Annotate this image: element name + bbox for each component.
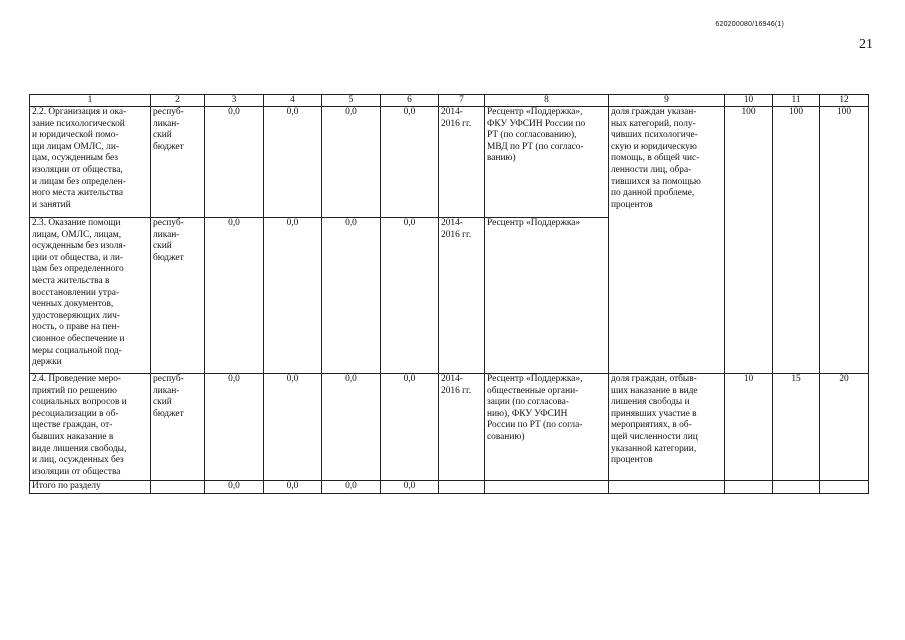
column-number: 11 (773, 95, 820, 107)
period-cell: 2014- 2016 гг. (439, 107, 485, 218)
indicator-cell: доля граждан, отбыв- ших наказание в виде лишения свободы и принявших участие в мероприятиях, в об- щей численности лиц указанной категории, процентов (609, 374, 725, 481)
column-number: 1 (30, 95, 151, 107)
value-cell: 0,0 (381, 107, 439, 218)
value-cell: 0,0 (264, 218, 322, 374)
document-id: 620200080/16946(1) (715, 21, 784, 28)
column-number: 2 (151, 95, 205, 107)
activity-cell: 2.3. Оказание помощи лицам, ОМЛС, лицам, осужденным без изоля- ции от общества, и ли- цам без определенного места жительства в восстановлении утра- ченных документов, удостоверяющих лич- ность, о праве на пен- сионное обеспечение и меры социальной под- держки (30, 218, 151, 374)
empty-cell (820, 481, 869, 494)
empty-cell (439, 481, 485, 494)
value-cell: 0,0 (205, 218, 264, 374)
column-number: 3 (205, 95, 264, 107)
value-cell: 0,0 (264, 374, 322, 481)
funding-source-cell: респуб- ликан- ский бюджет (151, 107, 205, 218)
total-value-cell: 0,0 (322, 481, 381, 494)
value-cell: 0,0 (322, 107, 381, 218)
column-number: 8 (485, 95, 609, 107)
empty-cell (151, 481, 205, 494)
empty-cell (609, 481, 725, 494)
value-cell: 0,0 (205, 107, 264, 218)
table-row (30, 374, 869, 481)
value-cell: 0,0 (381, 218, 439, 374)
target-value-cell: 10 (725, 374, 773, 481)
executors-cell: Ресцентр «Поддержка» (485, 218, 609, 374)
period-cell: 2014- 2016 гг. (439, 374, 485, 481)
column-number: 9 (609, 95, 725, 107)
target-value-cell: 100 (725, 107, 773, 374)
target-value-cell: 100 (773, 107, 820, 374)
total-label: Итого по разделу (30, 481, 151, 494)
value-cell: 0,0 (381, 374, 439, 481)
value-cell: 0,0 (205, 374, 264, 481)
target-value-cell: 15 (773, 374, 820, 481)
target-value-cell: 100 (820, 107, 869, 374)
value-cell: 0,0 (322, 374, 381, 481)
activity-cell: 2.4. Проведение меро- приятий по решению социальных вопросов и ресоциализации в об- ществе граждан, от- бывших наказание в виде лишения свободы, и лиц, осужденных без изоляции от общества (30, 374, 151, 481)
value-cell: 0,0 (264, 107, 322, 218)
column-number: 4 (264, 95, 322, 107)
column-number: 5 (322, 95, 381, 107)
empty-cell (485, 481, 609, 494)
total-row (30, 481, 869, 494)
page-number: 21 (859, 37, 873, 52)
empty-cell (725, 481, 773, 494)
activity-cell: 2.2. Организация и ока- зание психологической и юридической помо- щи лицам ОМЛС, ли- цам, осужденным без изоляции от общества, и лицам без определен- ного места жительства и занятий (30, 107, 151, 218)
empty-cell (773, 481, 820, 494)
funding-source-cell: респуб- ликан- ский бюджет (151, 374, 205, 481)
total-value-cell: 0,0 (205, 481, 264, 494)
funding-source-cell: респуб- ликан- ский бюджет (151, 218, 205, 374)
column-number: 6 (381, 95, 439, 107)
column-number: 10 (725, 95, 773, 107)
table-row (30, 107, 869, 218)
total-value-cell: 0,0 (381, 481, 439, 494)
column-number-row (30, 95, 869, 107)
target-value-cell: 20 (820, 374, 869, 481)
column-number: 12 (820, 95, 869, 107)
value-cell: 0,0 (322, 218, 381, 374)
executors-cell: Ресцентр «Поддержка», ФКУ УФСИН России по РТ (по согласованию), МВД по РТ (по согласо- ванию) (485, 107, 609, 218)
program-activities-table (29, 94, 869, 494)
total-value-cell: 0,0 (264, 481, 322, 494)
column-number: 7 (439, 95, 485, 107)
indicator-cell: доля граждан указан- ных категорий, полу- чивших психологиче- скую и юридическую помощь, в общей чис- ленности лиц, обра- тившихся за помощью по данной проблеме, процентов (609, 107, 725, 374)
executors-cell: Ресцентр «Поддержка», общественные органи- зации (по согласова- нию), ФКУ УФСИН России по РТ (по согла- сованию) (485, 374, 609, 481)
period-cell: 2014- 2016 гг. (439, 218, 485, 374)
